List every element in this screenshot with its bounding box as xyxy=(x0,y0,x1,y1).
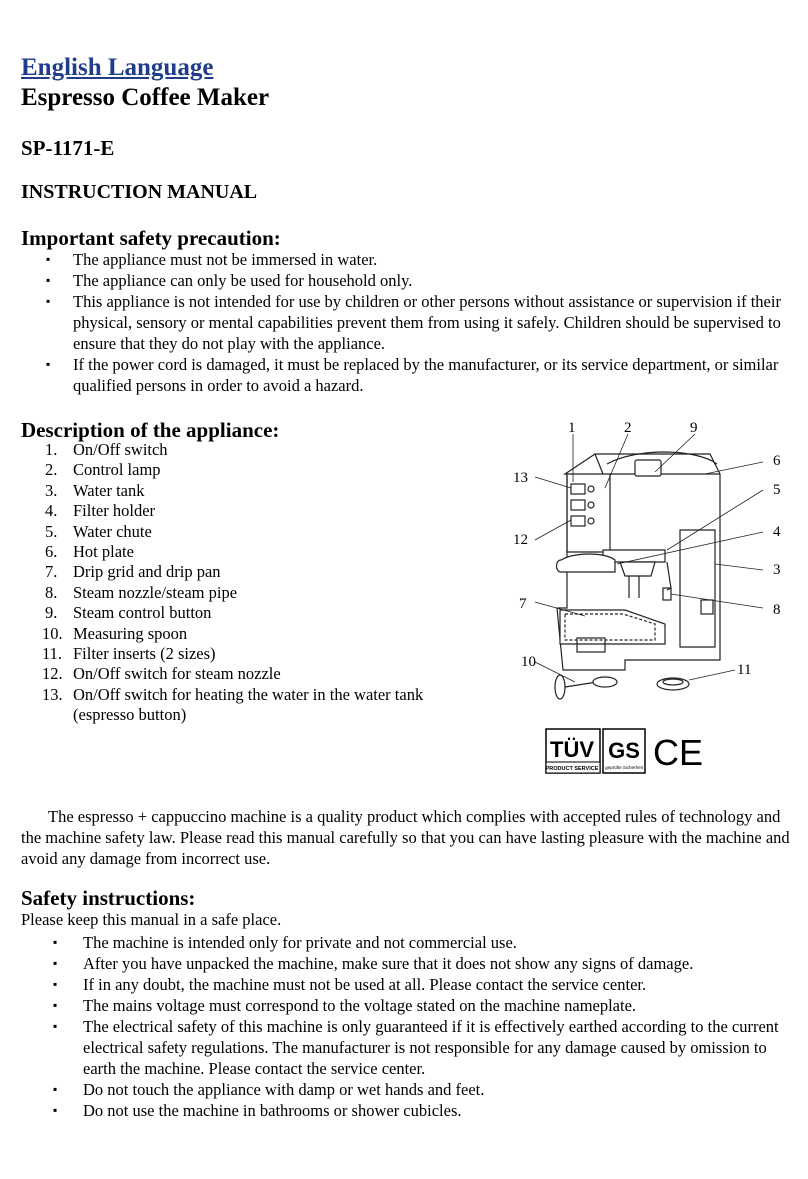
list-item: ▪ If the power cord is damaged, it must be replaced by the manufacturer, or its service department, or similar qualified persons in order to avoid a hazard. xyxy=(46,355,779,395)
list-item: 10. Measuring spoon xyxy=(42,623,188,643)
list-item: 1. On/Off switch xyxy=(45,440,168,459)
callout-2: 2 xyxy=(624,420,632,436)
bullet-icon: ▪ xyxy=(53,998,58,1012)
intro-paragraph: The espresso + cappuccino machine is a quality product which complies with accepted rules of technology and the machine safety law. Please read this manual carefully so that you can have lasting pleasure with the machine and avoid any damage from incorrect use. xyxy=(21,807,790,868)
list-item: ▪ Do not use the machine in bathrooms or shower cubicles. xyxy=(53,1101,462,1120)
ce-mark xyxy=(653,732,703,773)
list-item: ▪ The machine is intended only for private and not commercial use. xyxy=(53,933,517,952)
callout-10: 10 xyxy=(521,654,536,670)
callout-11: 11 xyxy=(737,662,752,678)
list-item: 6. Hot plate xyxy=(45,542,134,562)
bullet-icon: ▪ xyxy=(53,977,58,991)
callout-6: 6 xyxy=(773,453,781,469)
list-item: 8. Steam nozzle/steam pipe xyxy=(45,582,238,602)
list-item: ▪ The mains voltage must correspond to the voltage stated on the machine nameplate. xyxy=(53,996,637,1015)
keep-manual-note: Please keep this manual in a safe place. xyxy=(21,910,282,929)
callout-12: 12 xyxy=(513,532,528,548)
svg-text:PRODUCT SERVICE: PRODUCT SERVICE xyxy=(545,766,599,772)
list-item: 3. Water tank xyxy=(45,480,145,500)
callout-1: 1 xyxy=(568,420,576,436)
bullet-icon: ▪ xyxy=(53,935,58,949)
callout-9: 9 xyxy=(690,420,698,436)
callout-5: 5 xyxy=(773,482,781,498)
list-item: ▪ The appliance can only be used for household only. xyxy=(46,271,413,290)
product-title: Espresso Coffee Maker xyxy=(21,84,270,111)
safety-list xyxy=(21,932,791,1121)
list-item: 4. Filter holder xyxy=(45,501,156,521)
callout-4: 4 xyxy=(773,524,781,540)
callout-7: 7 xyxy=(519,596,527,612)
list-item: 5. Water chute xyxy=(45,521,152,541)
parts-list xyxy=(21,440,481,726)
appliance-diagram xyxy=(505,412,795,717)
gs-mark xyxy=(603,729,645,773)
svg-text:geprüfte Sicherheit: geprüfte Sicherheit xyxy=(605,765,643,770)
list-item: ▪ If in any doubt, the machine must not be used at all. Please contact the service center. xyxy=(53,975,647,994)
certification-marks xyxy=(545,728,710,776)
bullet-icon: ▪ xyxy=(46,252,51,266)
list-item: 2. Control lamp xyxy=(45,460,161,480)
manual-heading: INSTRUCTION MANUAL xyxy=(21,181,258,203)
callout-3: 3 xyxy=(773,562,781,578)
list-item: ▪ The electrical safety of this machine is only guaranteed if it is effectively earthed according to the current electrical safety regulations. The manufacturer is not responsible for any damage caused by omission to earth the machine. Please contact the service center. xyxy=(53,1017,779,1078)
svg-text:TÜV: TÜV xyxy=(550,737,594,762)
safety-heading: Safety instructions: xyxy=(21,886,196,910)
list-item: 13. On/Off switch for heating the water in the water tank (espresso button) xyxy=(42,684,424,725)
bullet-icon: ▪ xyxy=(46,294,51,308)
list-item: ▪ The appliance must not be immersed in water. xyxy=(46,250,378,269)
list-item: 12. On/Off switch for steam nozzle xyxy=(42,664,281,684)
bullet-icon: ▪ xyxy=(53,1103,58,1117)
bullet-icon: ▪ xyxy=(46,273,51,287)
list-item: 11. Filter inserts (2 sizes) xyxy=(42,644,216,664)
precautions-heading: Important safety precaution: xyxy=(21,226,281,250)
bullet-icon: ▪ xyxy=(53,956,58,970)
precautions-list xyxy=(21,249,791,396)
list-item: ▪ This appliance is not intended for use by children or other persons without assistance or supervision if their physical, sensory or mental capabilities prevent them from using it safely. Children should be supervised to ensure that they do not play with the appliance. xyxy=(46,292,781,353)
tuv-mark xyxy=(546,729,600,773)
bullet-icon: ▪ xyxy=(53,1082,58,1096)
language-heading: English Language xyxy=(21,54,214,81)
list-item: ▪ After you have unpacked the machine, make sure that it does not show any signs of damage. xyxy=(53,954,694,973)
callout-8: 8 xyxy=(773,602,781,618)
callout-13: 13 xyxy=(513,470,528,486)
model-number: SP-1171-E xyxy=(21,136,115,160)
bullet-icon: ▪ xyxy=(53,1019,58,1033)
list-item: 7. Drip grid and drip pan xyxy=(45,562,221,582)
list-item: ▪ Do not touch the appliance with damp or wet hands and feet. xyxy=(53,1080,485,1099)
svg-text:CE: CE xyxy=(653,732,704,773)
description-heading: Description of the appliance: xyxy=(21,418,280,442)
svg-text:GS: GS xyxy=(608,738,640,763)
list-item: 9. Steam control button xyxy=(45,603,212,623)
bullet-icon: ▪ xyxy=(46,357,51,371)
